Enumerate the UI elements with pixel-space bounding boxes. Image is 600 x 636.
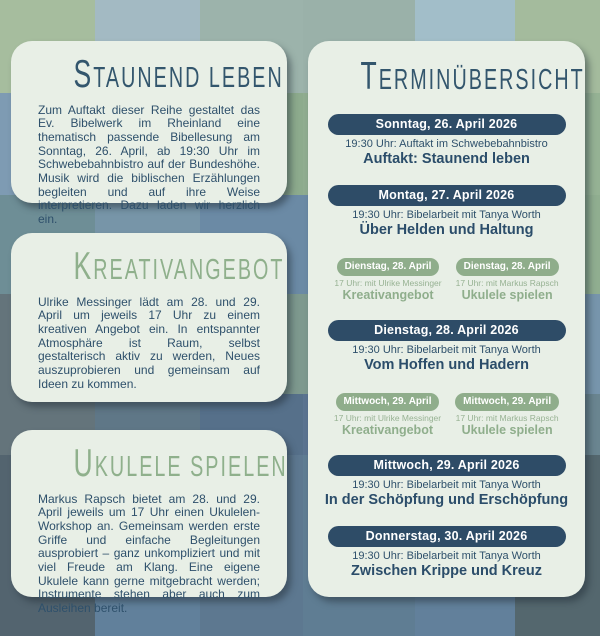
entry-info: 17 Uhr: mit Ulrike Messinger: [334, 277, 442, 288]
card-staunend-leben: [11, 41, 287, 227]
entry-event: Ukulele spielen: [461, 422, 553, 437]
date-pill: Mittwoch, 29. April: [336, 393, 440, 411]
schedule-title: TERMINÜBERSICHT: [360, 55, 585, 98]
schedule-entry: [334, 256, 441, 302]
entry-info: 17 Uhr: mit Markus Rapsch: [455, 277, 559, 288]
entry-info: 19:30 Uhr: Bibelarbeit mit Tanya Worth: [352, 343, 541, 356]
schedule-entry-pair: [320, 391, 573, 437]
card-body-text: Ulrike Messinger lädt am 28. und 29. April um jeweils 17 Uhr zu einem kreativen Angebot ein. In entspannter Atmosphäre ist Raum, selbst gestalterisch aktiv zu werden, Neues auszuprobieren und gemeinsam auf Ideen zu kommen.: [38, 294, 260, 391]
entry-event: Kreativangebot: [342, 422, 433, 437]
entry-info: 19:30 Uhr: Bibelarbeit mit Tanya Worth: [352, 478, 541, 491]
entry-event: Über Helden und Haltung: [359, 221, 534, 238]
entry-info: 17 Uhr: mit Ulrike Messinger: [333, 412, 442, 423]
schedule-entry: [320, 320, 573, 373]
schedule-entry: [320, 185, 573, 238]
card-title: UKULELE SPIELEN: [73, 442, 288, 485]
schedule-entry: [455, 391, 559, 437]
date-pill: Dienstag, 28. April: [337, 258, 440, 276]
schedule-entry: [320, 455, 573, 508]
schedule-entries: [320, 114, 573, 579]
schedule-entry: [456, 256, 559, 302]
card-title: STAUNEND LEBEN: [73, 53, 284, 96]
card-title: KREATIVANGEBOT: [73, 245, 285, 288]
schedule-entry: [334, 391, 441, 437]
date-pill: Donnerstag, 30. April 2026: [328, 526, 566, 547]
card-ukulele-spielen: [11, 430, 288, 616]
entry-event: Ukulele spielen: [461, 287, 553, 302]
date-pill: Mittwoch, 29. April 2026: [328, 455, 566, 476]
date-pill: Dienstag, 28. April 2026: [328, 320, 566, 341]
entry-info: 19:30 Uhr: Auftakt im Schwebebahnbistro: [345, 137, 548, 150]
schedule-entry: [320, 526, 573, 579]
schedule-card: [308, 41, 585, 597]
date-pill: Dienstag, 28. April: [456, 258, 559, 276]
schedule-entry: [320, 114, 573, 167]
card-body-text: Zum Auftakt dieser Reihe gestaltet das Ev. Bibelwerk im Rheinland eine thematisch passende Bibellesung am Sonntag, 26. April, ab 19:30 Uhr im Schwebebahnbistro auf der Bundeshöhe. Musik wird die biblischen Erzählungen begleiten und auf ihre Weise interpretieren. Dazu laden wir herzlich ein.: [38, 102, 260, 227]
entry-info: 17 Uhr: mit Markus Rapsch: [455, 412, 559, 423]
entry-info: 19:30 Uhr: Bibelarbeit mit Tanya Worth: [352, 208, 541, 221]
entry-event: In der Schöpfung und Erschöpfung: [324, 491, 569, 508]
entry-event: Auftakt: Staunend leben: [363, 150, 530, 167]
entry-info: 19:30 Uhr: Bibelarbeit mit Tanya Worth: [352, 549, 541, 562]
entry-event: Vom Hoffen und Hadern: [364, 356, 529, 373]
right-column: [308, 41, 585, 597]
left-column: [11, 41, 288, 616]
schedule-entry-pair: [320, 256, 573, 302]
card-kreativangebot: [11, 233, 287, 402]
date-pill: Sonntag, 26. April 2026: [328, 114, 566, 135]
entry-event: Zwischen Krippe und Kreuz: [351, 562, 542, 579]
date-pill: Mittwoch, 29. April: [455, 393, 559, 411]
date-pill: Montag, 27. April 2026: [328, 185, 566, 206]
entry-event: Kreativangebot: [342, 287, 434, 302]
card-body-text: Markus Rapsch bietet am 28. und 29. April jeweils um 17 Uhr einen Ukulelen-Workshop an. Gemeinsam werden erste Griffe und einfache Begleitungen ausprobiert – ganz unkompliziert und mit viel Freude am Klang. Eine eigene Ukulele kann gerne mitgebracht werden; Instrumente stehen aber auch zum Ausleihen bereit.: [38, 491, 260, 616]
